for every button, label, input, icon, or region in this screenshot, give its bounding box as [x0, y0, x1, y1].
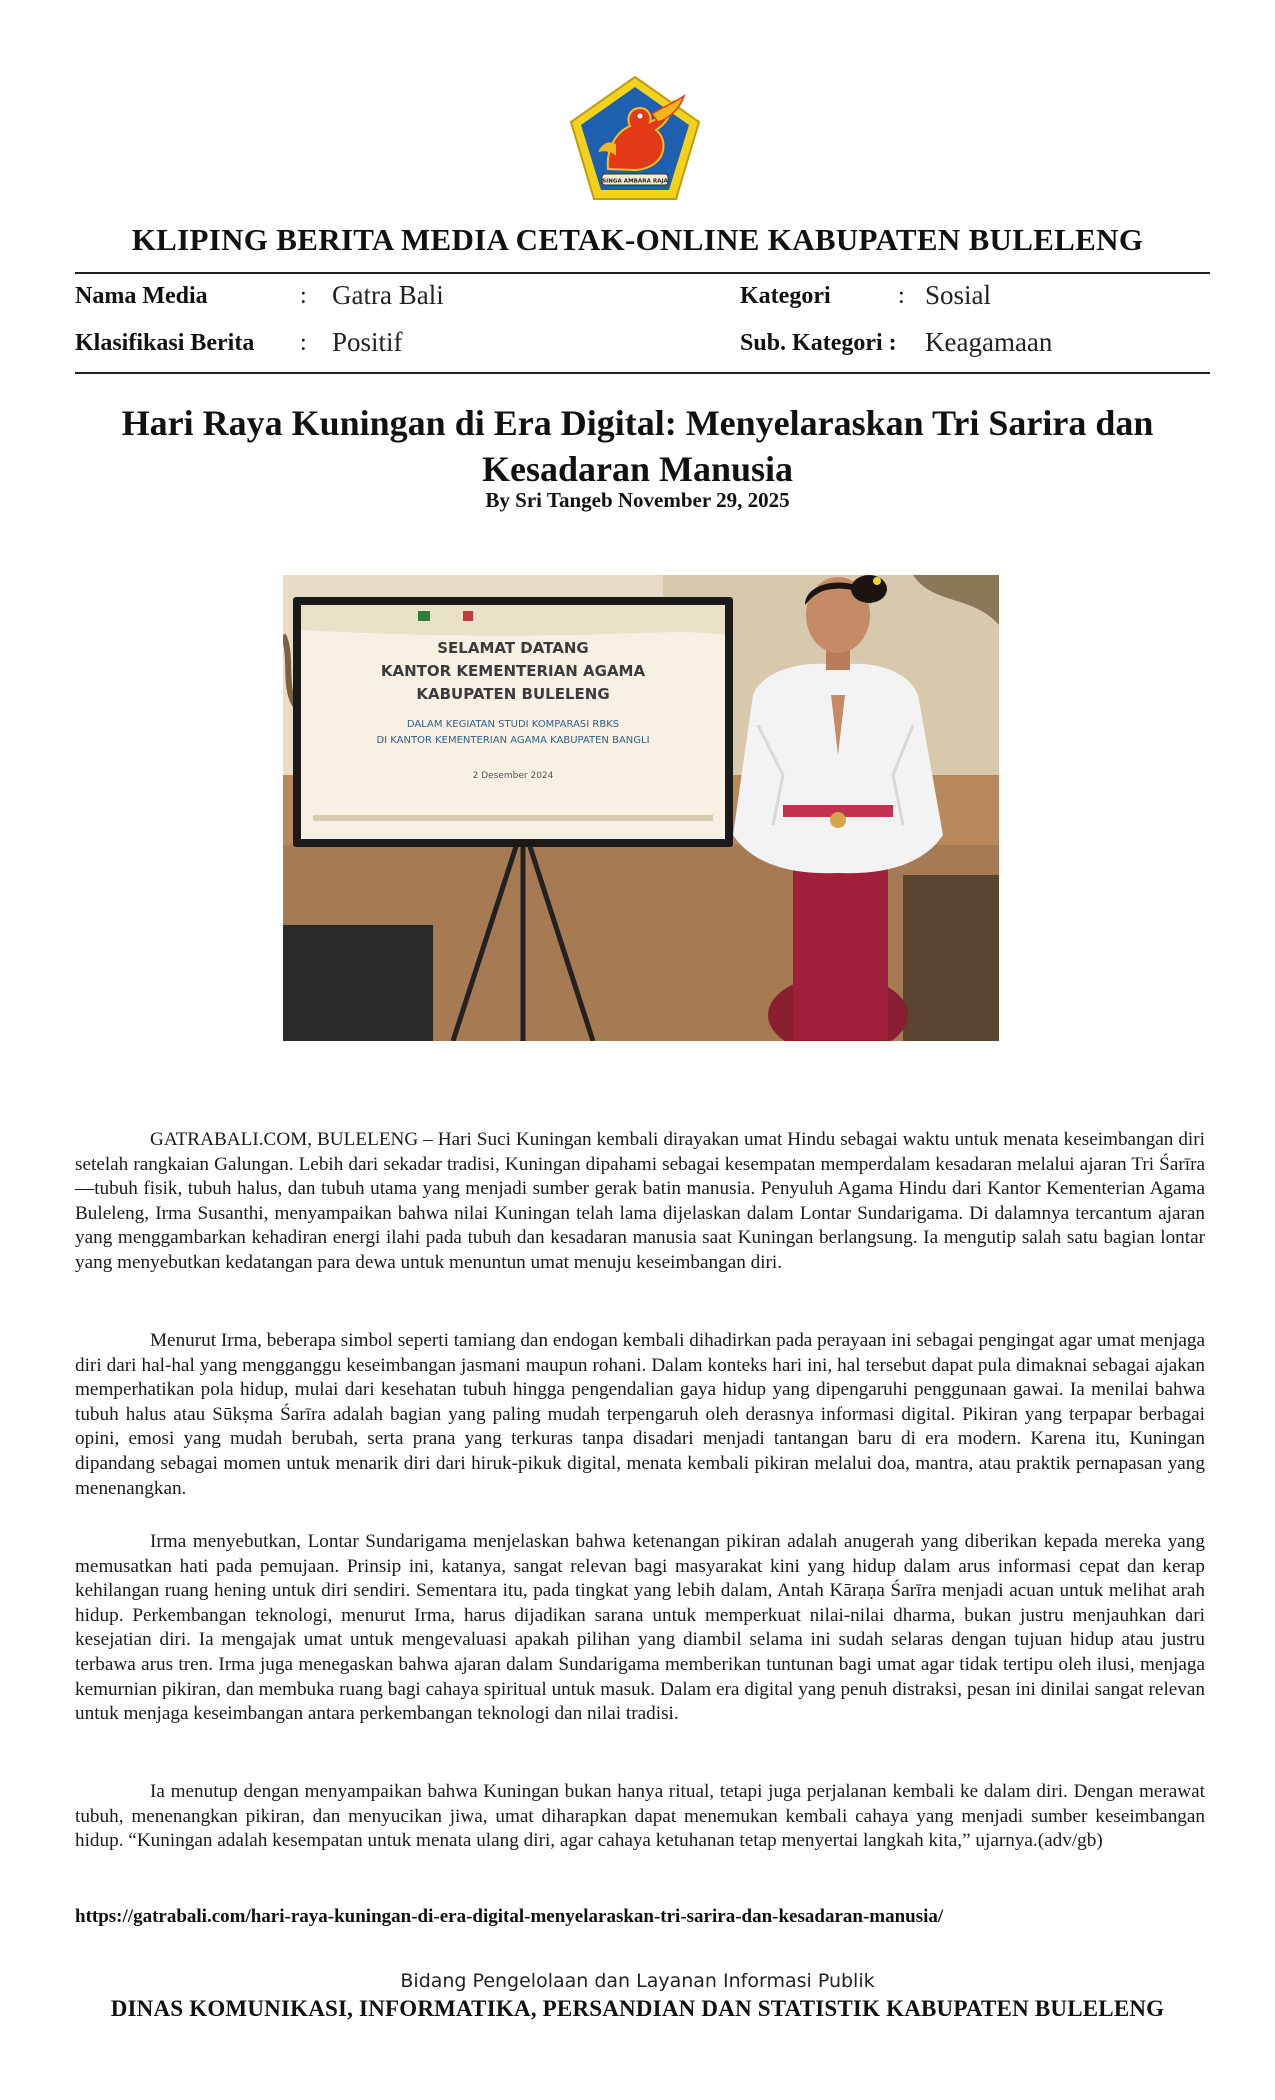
logo-motto: SINGA AMBARA RAJA [602, 178, 668, 185]
subcategory-value: Keagamaan [925, 327, 1053, 357]
article-paragraph: GATRABALI.COM, BULELENG – Hari Suci Kuningan kembali dirayakan umat Hindu sebagai waktu untuk menata keseimbangan diri setelah rangkaian Galungan. Lebih dari sekadar tradisi, Kuningan dipahami sebagai kesempatan memperdalam kesadaran melalui ajaran Tri Śarīra—tubuh fisik, tubuh halus, dan tubuh utama yang menjadi sumber gerak batin manusia. Penyuluh Agama Hindu dari Kantor Kementerian Agama Buleleng, Irma Susanthi, menyampaikan bahwa nilai Kuningan telah lama dijelaskan dalam Lontar Sundarigama. Di dalamnya tercantum ajaran yang menggambarkan kehadiran energi ilahi pada tubuh dan kesadaran manusia saat Kuningan berlangsung. Ia mengutip salah satu bagian lontar yang menyebutkan kedatangan para dewa untuk menuntun umat menuju keseimbangan diri. [75, 1129, 1205, 1273]
category-label: Kategori [740, 283, 831, 309]
header-divider-top [75, 272, 1210, 274]
article-paragraph: Irma menyebutkan, Lontar Sundarigama menjelaskan bahwa ketenangan pikiran adalah anugerah yang diberikan kepada mereka yang memusatkan hati pada pemujaan. Prinsip ini, katanya, sangat relevan bagi masyarakat kini yang hidup dalam arus informasi cepat dan kerap kehilangan ruang hening untuk diri sendiri. Sementara itu, pada tingkat yang lebih dalam, Antah Kāraṇa Śarīra menjadi acuan untuk melihat arah hidup. Perkembangan teknologi, menurut Irma, harus dijadikan sarana untuk memperkuat nilai-nilai dharma, bukan justru menjauhkan dari kesejatian diri. Ia mengajak umat untuk mengevaluasi apakah pilihan yang diambil selama ini sudah selaras dengan tujuan hidup atau justru terbawa arus tren. Irma juga menegaskan bahwa ajaran dalam Sundarigama memberikan tuntunan bagi umat agar tidak tertipu oleh ilusi, menjaga kemurnian pikiran, dan membuka ruang bagi cahaya spiritual untuk masuk. Dalam era digital yang penuh distraksi, pesan ini dinilai sangat relevan untuk menjaga keseimbangan antara perkembangan teknologi dan nilai tradisi. [75, 1531, 1205, 1725]
header-divider-bottom [75, 372, 1210, 374]
article-paragraph: Menurut Irma, beberapa simbol seperti tamiang dan endogan kembali dihadirkan pada perayaan ini sebagai pengingat agar umat menjaga diri dari hal-hal yang mengganggu keseimbangan jasmani maupun rohani. Dalam konteks hari ini, hal tersebut dapat pula dimaknai sebagai ajakan memperhatikan pola hidup, mulai dari kesehatan tubuh hingga pengendalian gaya hidup yang dipengaruhi penggunaan gawai. Ia menilai bahwa tubuh halus atau Sūkṣma Śarīra adalah bagian yang paling mudah terpengaruh oleh derasnya informasi digital. Pikiran yang terpapar berbagai opini, emosi yang mudah berubah, serta prana yang terkuras tanpa disadari menjadi tantangan baru di era modern. Karena itu, Kuningan dipandang sebagai momen untuk menarik diri dari hiruk-pikuk digital, menata kembali pikiran melalui doa, mantra, atau praktik pernapasan yang menenangkan. [75, 1330, 1205, 1499]
screen-welcome-text: SELAMAT DATANG [437, 639, 589, 657]
screen-location-text: DI KANTOR KEMENTERIAN AGAMA KABUPATEN BANGLI [376, 735, 650, 746]
article-byline: By Sri Tangeb November 29, 2025 [485, 488, 790, 512]
kliping-title: KLIPING BERITA MEDIA CETAK-ONLINE KABUPATEN BULELENG [131, 222, 1144, 257]
screen-activity-text: DALAM KEGIATAN STUDI KOMPARASI RBKS [406, 719, 620, 730]
screen-date-text: 2 Desember 2024 [472, 771, 554, 781]
classification-colon: : [300, 330, 307, 356]
screen-office-text: KANTOR KEMENTERIAN AGAMA [380, 662, 646, 680]
article-paragraph: Ia menutup dengan menyampaikan bahwa Kuningan bukan hanya ritual, tetapi juga perjalanan kembali ke dalam diri. Dengan merawat tubuh, menenangkan pikiran, dan menyucikan jiwa, umat diharapkan dapat menemukan kembali cahaya yang menjadi sumber keseimbangan hidup. “Kuningan adalah kesempatan untuk menata ulang diri, agar cahaya ketuhanan tetap menyertai langkah kita,” ujarnya.(adv/gb) [75, 1781, 1205, 1852]
category-colon: : [898, 283, 905, 309]
category-value: Sosial [925, 280, 992, 310]
screen-regency-text: KABUPATEN BULELENG [416, 685, 610, 703]
media-name-value: Gatra Bali [332, 280, 444, 310]
subcategory-label: Sub. Kategori : [740, 330, 897, 356]
media-name-colon: : [300, 283, 307, 309]
footer-division: Bidang Pengelolaan dan Layanan Informasi Publik [400, 1970, 875, 1992]
classification-value: Positif [332, 327, 403, 357]
article-headline: Hari Raya Kuningan di Era Digital: Menyelaraskan Tri Sarira dan Kesadaran Manusia [121, 403, 1154, 489]
footer-agency: DINAS KOMUNIKASI, INFORMATIKA, PERSANDIAN DAN STATISTIK KABUPATEN BULELENG [110, 1996, 1165, 2021]
buleleng-emblem-logo [568, 74, 702, 202]
classification-label: Klasifikasi Berita [75, 330, 255, 356]
article-photo [283, 575, 999, 1041]
source-url-link[interactable]: https://gatrabali.com/hari-raya-kuningan-di-era-digital-menyelaraskan-tri-sarira-dan-kesadaran-manusia/ [75, 1906, 944, 1927]
media-name-label: Nama Media [75, 283, 208, 309]
